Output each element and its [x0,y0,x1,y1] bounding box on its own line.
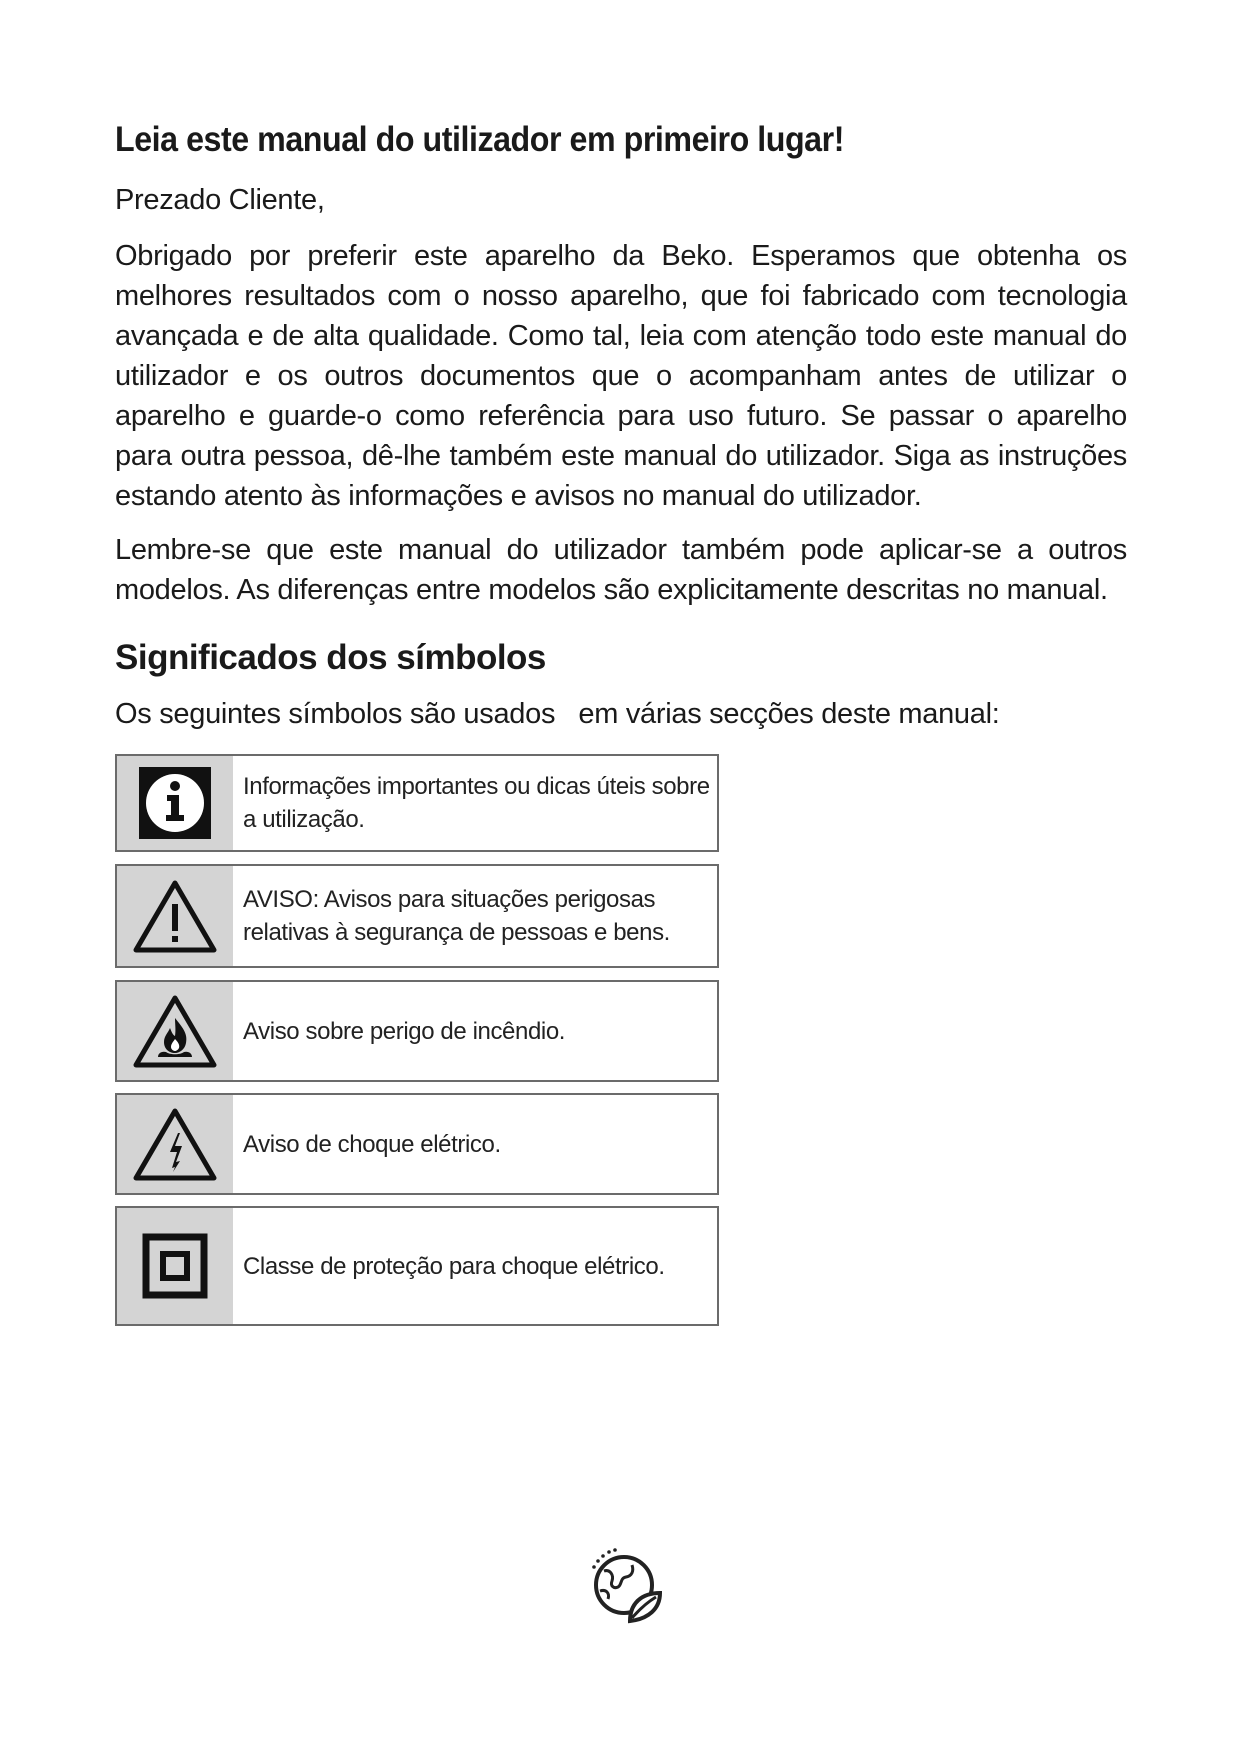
symbol-description: Aviso de choque elétrico. [243,1130,501,1158]
symbol-row-warning [115,864,719,968]
page-title: Leia este manual do utilizador em primeiro lugar! [115,120,844,159]
symbol-description: Classe de proteção para choque elétrico. [243,1252,665,1280]
eco-globe-leaf-icon [584,1545,664,1625]
symbols-intro: Os seguintes símbolos são usados em várias secções deste manual: [115,698,1000,730]
intro-paragraph: Obrigado por preferir este aparelho da Beko. Esperamos que obtenha os melhores resultados com o nosso aparelho, que foi fabricado com tecnologia avançada e de alta qualidade. Como tal, leia com atenção todo este manual do utilizador e os outros documentos que o acompanham antes de utilizar o aparelho e guarde-o como referência para uso futuro. Se passar o aparelho para outra pessoa, dê-lhe também este manual do utilizador. Siga as instruções estando atento às informações e avisos no manual do utilizador. [115,240,1127,512]
fire-hazard-icon [132,993,218,1069]
symbols-heading: Significados dos símbolos [115,638,546,677]
electric-shock-icon [132,1106,218,1182]
symbol-description: AVISO: Avisos para situações perigosas relativas à segurança de pessoas e bens. [243,886,670,946]
symbol-row-protection-class [115,1206,719,1326]
symbols-table [115,754,719,1326]
warning-icon [132,878,218,954]
symbol-description: Informações importantes ou dicas úteis sobre a utilização. [243,773,710,833]
symbol-row-fire [115,980,719,1082]
protection-class-icon [142,1233,208,1299]
symbol-description: Aviso sobre perigo de incêndio. [243,1017,566,1045]
greeting: Prezado Cliente, [115,184,325,216]
manual-page [115,120,1127,1338]
symbol-row-info [115,754,719,852]
symbol-row-electric [115,1093,719,1195]
info-icon [137,765,213,841]
models-paragraph: Lembre-se que este manual do utilizador também pode aplicar-se a outros modelos. As diferenças entre modelos são explicitamente descritas no manual. [115,534,1127,606]
